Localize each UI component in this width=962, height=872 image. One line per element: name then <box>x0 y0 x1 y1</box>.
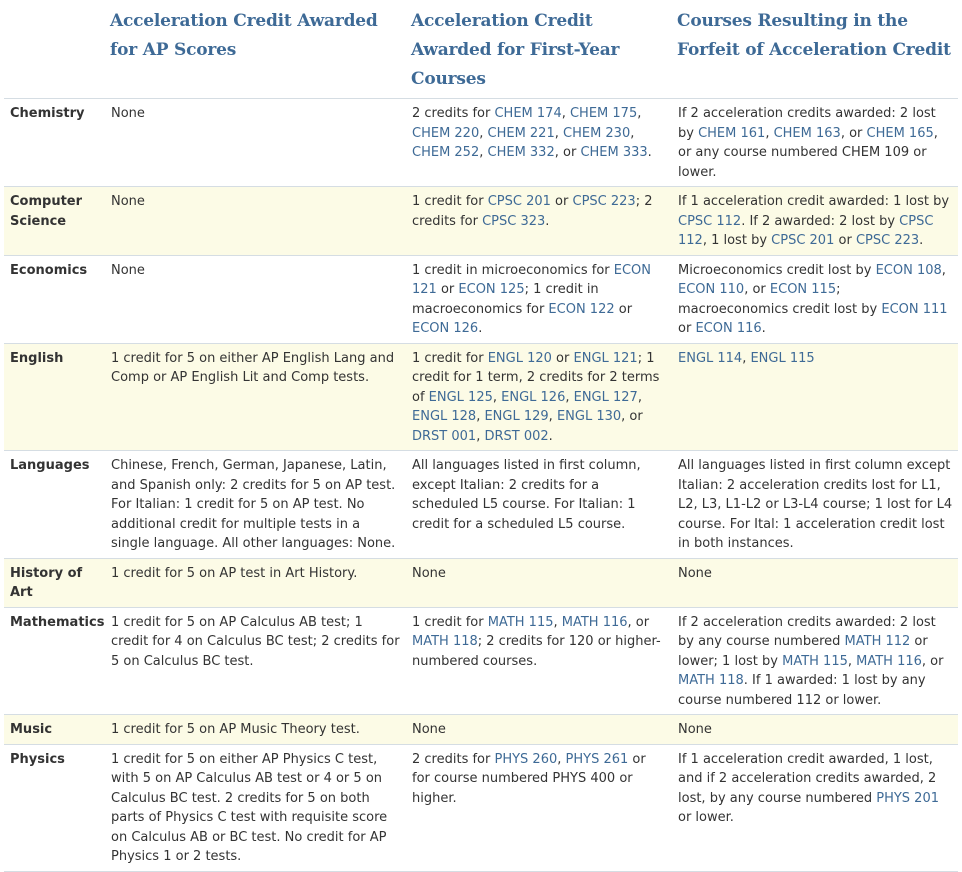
cell-text: 1 credit for 5 on either AP English Lang and Comp or AP English Lit and Comp tests. <box>111 350 395 385</box>
ap-credit-cell <box>105 715 406 745</box>
cell-text: 1 credit for <box>412 194 488 209</box>
cell-text: ; macroeconomics credit lost by <box>678 282 882 317</box>
cell-text: , <box>561 106 570 121</box>
cell-text: None <box>412 722 446 737</box>
table-row <box>4 715 958 745</box>
course-link[interactable]: ENGL 125 <box>428 389 493 405</box>
cell-text: . If 1 awarded: 1 lost by any course numbered 112 or lower. <box>678 673 926 708</box>
cell-text: ; 1 credit for 1 term, 2 credits for 2 terms of <box>412 350 660 405</box>
cell-text: 1 credit for 5 on AP test in Art History. <box>111 565 358 581</box>
cell-text: , <box>554 125 563 141</box>
course-link[interactable]: DRST 002 <box>484 428 549 444</box>
table-row <box>4 607 958 715</box>
forfeit-cell <box>672 715 958 745</box>
course-link[interactable]: CPSC 112 <box>678 213 934 248</box>
cell-text: or lower; 1 lost by <box>678 634 928 669</box>
cell-text: 1 credit for 5 on either AP Physics C test, with 5 on AP Calculus AB test or 4 or 5 on Calculus BC test. 2 credits for 5 on both parts of Physics C test with requisite score on Calculus AB or BC test. No credit for AP Physics 1 or 2 tests. <box>111 751 388 864</box>
subject-cell: History of Art <box>4 558 105 607</box>
header-subject <box>4 0 105 99</box>
course-link[interactable]: CHEM 161 <box>698 125 766 141</box>
ap-credit-cell <box>105 558 406 607</box>
cell-text: 1 credit in microeconomics for <box>412 262 614 278</box>
first-year-credit-cell <box>406 451 672 559</box>
table-row <box>4 187 958 256</box>
cell-text: , or <box>621 409 643 424</box>
cell-text: or <box>550 194 573 209</box>
cell-text: , <box>765 125 774 141</box>
cell-text: None <box>111 262 145 278</box>
course-link[interactable]: MATH 118 <box>678 673 744 688</box>
ap-credit-cell <box>105 343 406 451</box>
cell-text: , <box>742 350 751 366</box>
first-year-credit-cell <box>406 99 672 187</box>
course-link[interactable]: CHEM 220 <box>412 125 480 141</box>
course-link[interactable]: MATH 116 <box>561 614 628 630</box>
course-link[interactable]: CHEM 165 <box>866 125 934 141</box>
ap-credit-cell <box>105 99 406 187</box>
course-link[interactable]: CHEM 221 <box>487 125 555 141</box>
cell-text: , <box>476 409 485 424</box>
course-link[interactable]: ECON 126 <box>412 321 479 336</box>
subject-cell: Languages <box>4 451 105 559</box>
course-link[interactable]: ECON 108 <box>875 262 942 278</box>
cell-text: 1 credit for 5 on AP Music Theory test. <box>111 722 360 737</box>
first-year-credit-cell <box>406 607 672 715</box>
cell-text: , <box>557 751 566 767</box>
first-year-credit-cell <box>406 715 672 745</box>
course-link[interactable]: CHEM 332 <box>487 145 555 160</box>
first-year-credit-cell <box>406 187 672 256</box>
cell-text: 2 credits for <box>412 106 495 121</box>
cell-text: , <box>479 125 488 141</box>
course-link[interactable]: MATH 112 <box>844 634 911 649</box>
cell-text: , <box>492 389 502 405</box>
forfeit-cell <box>672 343 958 451</box>
forfeit-cell <box>672 607 958 715</box>
course-link[interactable]: ENGL 114 <box>678 350 743 366</box>
cell-text: ; 1 credit in macroeconomics for <box>412 282 599 317</box>
cell-text: , <box>637 389 642 405</box>
cell-text: 2 credits for <box>412 751 495 767</box>
course-link[interactable]: MATH 115 <box>782 653 848 669</box>
course-link[interactable]: CPSC 323 <box>482 213 546 229</box>
table-row <box>4 451 958 559</box>
cell-text: . <box>919 233 924 248</box>
cell-text: If 1 acceleration credit awarded: 1 lost by <box>678 194 950 209</box>
cell-text: , <box>847 653 857 669</box>
course-link[interactable]: ENGL 120 <box>487 350 552 366</box>
ap-credit-cell <box>105 451 406 559</box>
cell-text: All languages listed in first column except Italian: 2 acceleration credits lost for L1, L2, L3, L1-L2 or L3-L4 course; 1 lost for L4 course. For Ital: 1 acceleration credit lost in both instances. <box>678 458 953 551</box>
cell-text: . <box>761 321 766 336</box>
table-row <box>4 343 958 451</box>
course-link[interactable]: PHYS 201 <box>876 790 939 806</box>
cell-text: , 1 lost by <box>702 233 772 248</box>
cell-text: , <box>941 262 946 278</box>
header-forfeit-courses: Courses Resulting in the Forfeit of Acceleration Credit <box>677 11 951 60</box>
first-year-credit-cell <box>406 343 672 451</box>
subject-cell: Chemistry <box>4 99 105 187</box>
subject-cell: Economics <box>4 255 105 343</box>
cell-text: , or <box>744 282 770 297</box>
course-link[interactable]: ENGL 126 <box>501 389 566 405</box>
cell-text: , or <box>627 614 650 630</box>
course-link[interactable]: CPSC 112 <box>678 213 742 229</box>
cell-text: 1 credit for <box>412 614 488 630</box>
course-link[interactable]: MATH 115 <box>487 614 554 630</box>
cell-text: Chinese, French, German, Japanese, Latin, and Spanish only: 2 credits for 5 on AP test. For Italian: 1 credit for 5 on AP test. No additional credit for multiple tests in a single language. All other languages: None. <box>111 458 396 551</box>
cell-text: . <box>545 213 550 229</box>
cell-text: or <box>436 282 459 297</box>
cell-text: 1 credit for <box>412 350 488 366</box>
course-link[interactable]: MATH 118 <box>412 634 478 649</box>
forfeit-cell <box>672 255 958 343</box>
course-link[interactable]: ENGL 128 <box>412 409 477 424</box>
table-row <box>4 255 958 343</box>
cell-text: , or <box>921 653 944 669</box>
cell-text: ; 2 credits for 120 or higher-numbered courses. <box>412 634 661 669</box>
cell-text: or <box>551 350 574 366</box>
table-row <box>4 558 958 607</box>
course-link[interactable]: ECON 110 <box>678 282 745 297</box>
subject-cell: Computer Science <box>4 187 105 256</box>
cell-text: , <box>637 106 642 121</box>
cell-text: . <box>647 145 652 160</box>
cell-text: If 2 acceleration credits awarded: 2 lost by any course numbered <box>678 614 936 649</box>
course-link[interactable]: ECON 111 <box>881 301 948 317</box>
header-first-year-courses: Acceleration Credit Awarded for First-Year Courses <box>411 11 620 89</box>
course-link[interactable]: CPSC 201 <box>487 194 551 209</box>
cell-text: , or <box>554 145 581 160</box>
cell-text: . <box>478 321 483 336</box>
header-row <box>4 0 958 99</box>
course-link[interactable]: PHYS 260 <box>494 751 558 767</box>
cell-text: , <box>479 145 488 160</box>
course-link[interactable]: CHEM 163 <box>773 125 841 141</box>
subject-cell: English <box>4 343 105 451</box>
course-link[interactable]: ECON 121 <box>412 262 651 297</box>
course-link[interactable]: CPSC 201 <box>771 233 835 248</box>
cell-text: None <box>111 194 145 209</box>
course-link[interactable]: ENGL 130 <box>556 409 622 424</box>
forfeit-cell <box>672 451 958 559</box>
cell-text: . <box>548 428 553 444</box>
course-link[interactable]: CHEM 230 <box>563 125 631 141</box>
cell-text: , <box>548 409 557 424</box>
forfeit-cell <box>672 558 958 607</box>
course-link[interactable]: CPSC 223 <box>855 233 920 248</box>
cell-text: , <box>553 614 562 630</box>
header-ap-scores: Acceleration Credit Awarded for AP Scores <box>110 11 378 60</box>
ap-credit-cell <box>105 255 406 343</box>
ap-credit-cell <box>105 607 406 715</box>
course-link[interactable]: CHEM 252 <box>412 145 480 160</box>
subject-cell: Mathematics <box>4 607 105 715</box>
course-link[interactable]: ENGL 121 <box>573 350 638 366</box>
course-link[interactable]: MATH 116 <box>856 653 922 669</box>
course-link[interactable]: ECON 116 <box>695 321 762 336</box>
cell-text: All languages listed in first column, except Italian: 2 credits for a scheduled L5 course. For Italian: 1 credit for a scheduled L5 course. <box>412 458 641 532</box>
course-link[interactable]: CHEM 333 <box>580 145 648 160</box>
course-link[interactable]: ENGL 129 <box>484 409 549 424</box>
cell-text: , or any course numbered CHEM 109 or lower. <box>678 125 938 180</box>
course-link[interactable]: PHYS 261 <box>565 751 629 767</box>
cell-text: None <box>111 106 145 121</box>
cell-text: or <box>678 321 696 336</box>
course-link[interactable]: ECON 122 <box>548 301 615 317</box>
cell-text: . If 2 awarded: 2 lost by <box>741 213 900 229</box>
forfeit-cell <box>672 99 958 187</box>
cell-text: 1 credit for 5 on AP Calculus AB test; 1 credit for 4 on Calculus BC test; 2 credits for 5 on Calculus BC test. <box>111 614 400 669</box>
acceleration-credit-table <box>4 0 958 872</box>
course-link[interactable]: ECON 115 <box>769 282 837 297</box>
cell-text: , <box>476 428 485 444</box>
course-link[interactable]: ECON 125 <box>458 282 525 297</box>
ap-credit-cell <box>105 187 406 256</box>
course-link[interactable]: CHEM 175 <box>569 106 638 121</box>
table-row <box>4 99 958 187</box>
first-year-credit-cell <box>406 255 672 343</box>
cell-text: , or <box>840 125 867 141</box>
cell-text: or <box>834 233 856 248</box>
cell-text: If 2 acceleration credits awarded: 2 lost by <box>678 106 936 141</box>
cell-text: If 1 acceleration credit awarded, 1 lost, and if 2 acceleration credits awarded, 2 lost, by any course numbered <box>678 751 937 806</box>
cell-text: or <box>614 301 633 317</box>
cell-text: , <box>565 389 574 405</box>
cell-text: or for course numbered PHYS 400 or higher. <box>412 751 646 806</box>
cell-text: or lower. <box>678 810 734 825</box>
subject-cell: Music <box>4 715 105 745</box>
cell-text: , <box>630 125 635 141</box>
cell-text: None <box>678 565 712 581</box>
cell-text: ; 2 credits for <box>412 194 653 229</box>
cell-text: None <box>678 722 712 737</box>
course-link[interactable]: CHEM 174 <box>494 106 562 121</box>
subject-cell: Physics <box>4 744 105 871</box>
course-link[interactable]: ENGL 115 <box>750 350 815 366</box>
cell-text: Microeconomics credit lost by <box>678 262 876 278</box>
course-link[interactable]: DRST 001 <box>412 428 477 444</box>
forfeit-cell <box>672 187 958 256</box>
course-link[interactable]: ENGL 127 <box>573 389 638 405</box>
cell-text: None <box>412 565 446 581</box>
first-year-credit-cell <box>406 558 672 607</box>
course-link[interactable]: CPSC 223 <box>572 194 636 209</box>
